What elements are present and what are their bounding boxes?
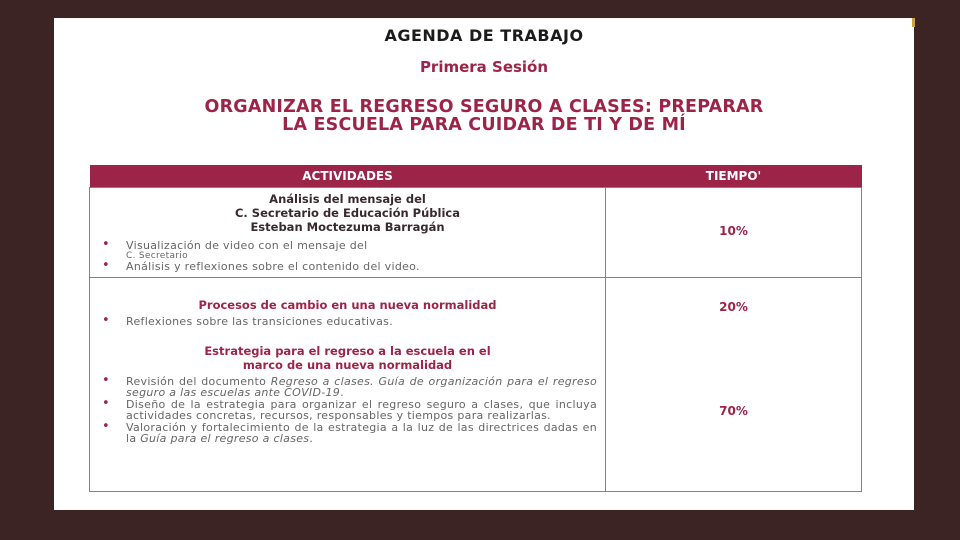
row1-title-line1: Análisis del mensaje del bbox=[269, 192, 426, 206]
main-title-line2: LA ESCUELA PARA CUIDAR DE TI Y DE MÍ bbox=[282, 115, 686, 135]
list-item: • Visualización de video con el mensaje del C. Secretario bbox=[102, 240, 597, 261]
list-item: • Revisión del documento Regreso a clases. Guía de organización para el regreso seguro a las escuelas ante COVID-19. bbox=[102, 376, 597, 399]
list-item: • Análisis y reflexiones sobre el contenido del video. bbox=[102, 261, 597, 273]
main-title bbox=[74, 98, 894, 134]
section-title: Procesos de cambio en una nueva normalidad bbox=[198, 298, 497, 312]
time-cell-1 bbox=[606, 188, 862, 278]
time-value: 10% bbox=[719, 224, 748, 238]
agenda-slide bbox=[54, 18, 914, 510]
list-item: • Valoración y fortalecimiento de la estrategia a la luz de las directrices dadas en la Guía para el regreso a clases. bbox=[102, 422, 597, 445]
table-row bbox=[90, 278, 862, 492]
time-value: 70% bbox=[719, 404, 748, 418]
header-activities: ACTIVIDADES bbox=[90, 165, 606, 188]
main-title-line1: ORGANIZAR EL REGRESO SEGURO A CLASES: PREPARAR bbox=[204, 97, 764, 117]
activity-cell-1 bbox=[90, 188, 606, 278]
corner-accent bbox=[912, 18, 915, 27]
agenda-table bbox=[89, 165, 862, 492]
header-time: TIEMPO' bbox=[606, 165, 862, 188]
list-item: • Diseño de la estrategia para organizar el regreso seguro a clases, que incluya actividades concretas, recursos, responsables y tiempos para realizarlas. bbox=[102, 399, 597, 422]
session-title: Primera Sesión bbox=[419, 58, 549, 76]
time-value: 20% bbox=[719, 300, 748, 314]
table-header-row bbox=[90, 165, 862, 188]
time-cell-2 bbox=[606, 278, 862, 492]
section-title-line2: marco de una nueva normalidad bbox=[242, 357, 453, 372]
table-row bbox=[90, 188, 862, 278]
row1-title-line3: Esteban Moctezuma Barragán bbox=[250, 220, 445, 234]
list-item: • Reflexiones sobre las transiciones educativas. bbox=[102, 316, 597, 328]
section-title-line1: Estrategia para el regreso a la escuela en el bbox=[204, 343, 491, 358]
agenda-title: AGENDA DE TRABAJO bbox=[384, 26, 584, 45]
activity-cell-2 bbox=[90, 278, 606, 492]
row1-title-line2: C. Secretario de Educación Pública bbox=[234, 206, 460, 220]
